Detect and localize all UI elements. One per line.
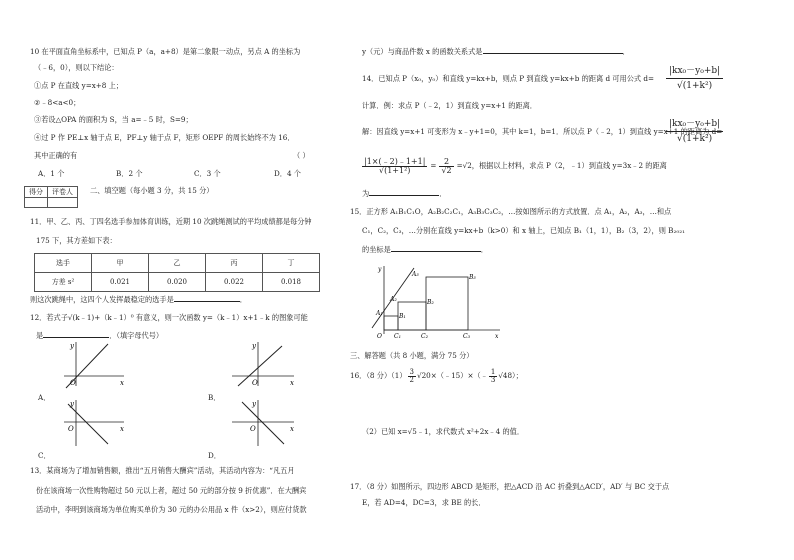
q14-line1: 14．已知点 P（x₀，y₀）和直线 y=kx+b，则点 P 到直线 y=kx+b 的距离 d 可用公式 d= xyxy=(362,74,655,83)
axis-y-label: y xyxy=(252,342,256,350)
q11-answer-blank xyxy=(174,301,240,302)
q14-line2: 计算．例：求点 P（﹣2，1）到直线 y=x+1 的距离． xyxy=(362,101,537,110)
table-cell: 0.022 xyxy=(206,273,263,292)
table-header-cell: 乙 xyxy=(149,254,206,273)
q13-line3: 活动中，李明到该商场为单位购买单价为 30 元的办公用品 x 件（x>2），则应付货款 xyxy=(36,505,307,514)
fraction-denominator: 2 xyxy=(409,375,414,384)
calc-denominator: √2 xyxy=(441,165,452,175)
table-header-cell: 丁 xyxy=(263,254,320,273)
q10-stem-line1: 10 在平面直角坐标系中，已知点 P（a，a+8）是第二象限一动点，另点 A 的坐标为 xyxy=(30,47,301,56)
calc-tail: =√2，根据以上材料，求点 P（2，﹣1）到直线 y=3x﹣2 的距离 xyxy=(456,161,667,171)
q10-tail: 其中正确的有 xyxy=(34,151,78,160)
q10-option-1: ①点 P 在直线 y=x+8 上； xyxy=(34,81,124,90)
q12-graph-c xyxy=(58,398,128,448)
fig-y-label: y xyxy=(378,266,382,273)
fraction-denominator: 3 xyxy=(490,375,496,384)
q13-continuation xyxy=(362,48,630,55)
calc-fraction-1 xyxy=(362,158,427,175)
origin-label: O xyxy=(250,425,256,433)
q13-answer-blank xyxy=(483,53,623,54)
axis-y-label: y xyxy=(252,400,256,408)
q15-squares-figure xyxy=(368,262,504,338)
q12-label-a: A． xyxy=(38,393,51,402)
q12-stem-line2 xyxy=(36,332,163,339)
q14-end: ． xyxy=(439,189,447,198)
calc-equals: = xyxy=(430,161,437,171)
fraction-numerator: 1 xyxy=(490,367,496,376)
fig-c1-label: C₁ xyxy=(394,333,401,338)
function-line xyxy=(238,346,282,386)
q16-fraction-1-3 xyxy=(489,369,497,384)
q16-part1 xyxy=(350,366,523,386)
fig-origin-label: O xyxy=(377,333,382,338)
square-1 xyxy=(384,316,398,330)
q13-line2: 份在该商场一次性购物超过 50 元以上者，超过 50 元的部分按 9 折优惠”．在大酬宾 xyxy=(36,486,307,495)
table-cell: 0.021 xyxy=(92,273,149,292)
q16-part1-end: √48）； xyxy=(498,371,523,381)
axis-x-label: x xyxy=(120,379,124,387)
table-header-cell: 丙 xyxy=(206,254,263,273)
grade-grader-cell xyxy=(48,198,78,208)
table-cell: 0.018 xyxy=(263,273,320,292)
q14-answer-blank xyxy=(369,195,439,196)
q15-line3 xyxy=(362,246,488,253)
q10-option-3: ③若设△OPA 的面积为 S，当 a=﹣5 时，S=9； xyxy=(34,115,193,124)
q10-stem-line2: （﹣6，0），则以下结论： xyxy=(34,63,119,72)
q14-answer-prefix: 为 xyxy=(362,189,370,198)
fig-a3-label: A₃ xyxy=(412,271,419,278)
formula-numerator: |kx₀－y₀+b| xyxy=(666,116,723,132)
q16-part1-middle: √20×（﹣15）×（﹣ xyxy=(416,371,488,381)
q16-part2: （2）已知 x=√5﹣1，求代数式 x²+2x﹣4 的值． xyxy=(362,427,525,436)
formula-numerator: |kx₀－y₀+b| xyxy=(666,63,723,79)
fig-b3-label: B₃ xyxy=(469,274,476,281)
q15-answer-blank xyxy=(391,251,481,252)
q12-stem-start: 是 xyxy=(36,331,44,340)
table-row-label: 方差 s² xyxy=(35,273,92,292)
grade-grader-label: 评卷人 xyxy=(48,187,78,198)
q17-line1: 17．（8 分）如图所示，四边形 ABCD 是矩形，把△ACD 沿 AC 折叠到△ACD′，AD′ 与 BC 交于点 xyxy=(350,482,670,491)
grade-score-cell xyxy=(25,198,48,208)
q12-graph-d xyxy=(228,398,298,448)
q10-answer-paren: （ ） xyxy=(293,151,310,160)
function-line xyxy=(242,402,284,444)
q10-choice-c: C．3 个 xyxy=(194,169,221,178)
grade-box xyxy=(24,186,78,208)
fig-b2-label: B₂ xyxy=(427,299,434,306)
fig-x-label: x xyxy=(495,333,499,338)
q11-variance-table xyxy=(34,253,320,292)
calc-denominator: √(1+1²) xyxy=(378,165,411,175)
q12-graph-a xyxy=(58,340,128,390)
q12-label-d: D． xyxy=(208,451,221,460)
q15-line3-text: 的坐标是 xyxy=(362,245,391,254)
q14-line3: 解：因直线 y=x+1 可变形为 x﹣y+1=0，其中 k=1，b=1．所以点 P（﹣2，1）到直线 y=x+1 的距离为 d= xyxy=(362,127,723,136)
axis-x-label: x xyxy=(290,425,294,433)
q12-answer-blank xyxy=(43,337,109,338)
q10-option-4: ④过 P 作 PE⊥x 轴于点 E，PF⊥y 轴于点 F，矩形 OEPF 的周长始终不为 16． xyxy=(34,133,295,142)
grade-score-label: 得分 xyxy=(25,187,48,198)
q13-cont-text: y（元）与商品件数 x 的函数关系式是 xyxy=(362,47,483,56)
formula-denominator: √(1+k²) xyxy=(677,134,713,144)
q15-line2: C₁，C₂，C₃，…分别在直线 y=kx+b（k>0）和 x 轴上，已知点 B₁（1，1），B₂（3，2），则 B₂₀₂₁ xyxy=(362,226,685,235)
q12-note: ．（填字母代号） xyxy=(109,331,164,340)
q12-label-c: C． xyxy=(38,451,51,460)
q12-label-b: B． xyxy=(208,393,221,402)
section2-title: 二、填空题（每小题 3 分，共 15 分） xyxy=(90,186,214,195)
q15-end: ． xyxy=(480,245,488,254)
q10-choice-b: B．2 个 xyxy=(116,169,143,178)
q11-stem-line1: 11．甲、乙、丙、丁四名选手参加体育训练，近期 10 次跳绳测试的平均成绩都是每分钟 xyxy=(30,217,312,226)
axis-x-label: x xyxy=(120,425,124,433)
q11-stem-line2: 175 下，其方差如下表： xyxy=(36,236,117,245)
q17-line2: E，若 AD=4，DC=3，求 BE 的长． xyxy=(362,498,486,507)
q12-graph-b xyxy=(228,340,298,390)
origin-label: O xyxy=(252,379,258,387)
section3-title: 三、解答题（共 8 小题，满分 75 分） xyxy=(350,351,474,360)
formula-denominator: √(1+k²) xyxy=(677,81,713,91)
table-cell: 0.020 xyxy=(149,273,206,292)
origin-label: O xyxy=(68,425,74,433)
q16-fraction-3-2 xyxy=(408,369,416,384)
q14-distance-formula xyxy=(666,63,723,91)
axis-x-label: x xyxy=(290,379,294,387)
q11-tail-text: 则这次跳绳中，这四个人发挥最稳定的选手是 xyxy=(30,295,174,304)
q10-choice-d: D．4 个 xyxy=(274,169,301,178)
origin-label: O xyxy=(70,379,76,387)
fraction-numerator: 3 xyxy=(409,367,414,376)
fig-c3-label: C₃ xyxy=(463,333,470,338)
fig-b1-label: B₁ xyxy=(399,313,406,320)
q12-stem-line1: 12．若式子√(k﹣1)+（k﹣1）⁰ 有意义，则一次函数 y=（k﹣1）x+1﹣k 的图象可能 xyxy=(30,313,308,322)
q11-end: ． xyxy=(239,295,247,304)
calc-numerator: 2 xyxy=(439,158,453,167)
q10-option-2: ②﹣8<a<0； xyxy=(34,98,81,107)
q15-line1: 15．正方形 A₁B₁C₁O，A₂B₂C₂C₁，A₃B₃C₃C₂，…按如图所示的方式放置．点 A₁，A₂，A₃，…和点 xyxy=(350,207,672,216)
calc-numerator: |1×(﹣2)﹣1+1| xyxy=(364,156,426,166)
fig-a2-label: A₂ xyxy=(390,296,397,303)
table-header-cell: 甲 xyxy=(92,254,149,273)
q14-answer-line xyxy=(362,190,446,197)
table-header-cell: 选手 xyxy=(35,254,92,273)
q10-choice-a: A．1 个 xyxy=(38,169,65,178)
q14-distance-formula-repeat xyxy=(666,116,723,144)
axis-y-label: y xyxy=(70,400,74,408)
function-line xyxy=(68,404,108,444)
q14-calculation xyxy=(362,154,667,178)
q11-tail xyxy=(30,296,247,303)
fig-c2-label: C₂ xyxy=(421,333,428,338)
fig-a1-label: A₁ xyxy=(376,310,383,317)
calc-fraction-2 xyxy=(439,158,453,175)
axis-y-label: y xyxy=(70,342,74,350)
q13-end: ． xyxy=(622,47,630,56)
q16-part1-prefix: 16．（8 分）（1） xyxy=(350,371,407,381)
q13-line1: 13．某商场为了增加销售额，推出“五月销售大酬宾”活动，其活动内容为：“凡五月 xyxy=(30,466,295,475)
